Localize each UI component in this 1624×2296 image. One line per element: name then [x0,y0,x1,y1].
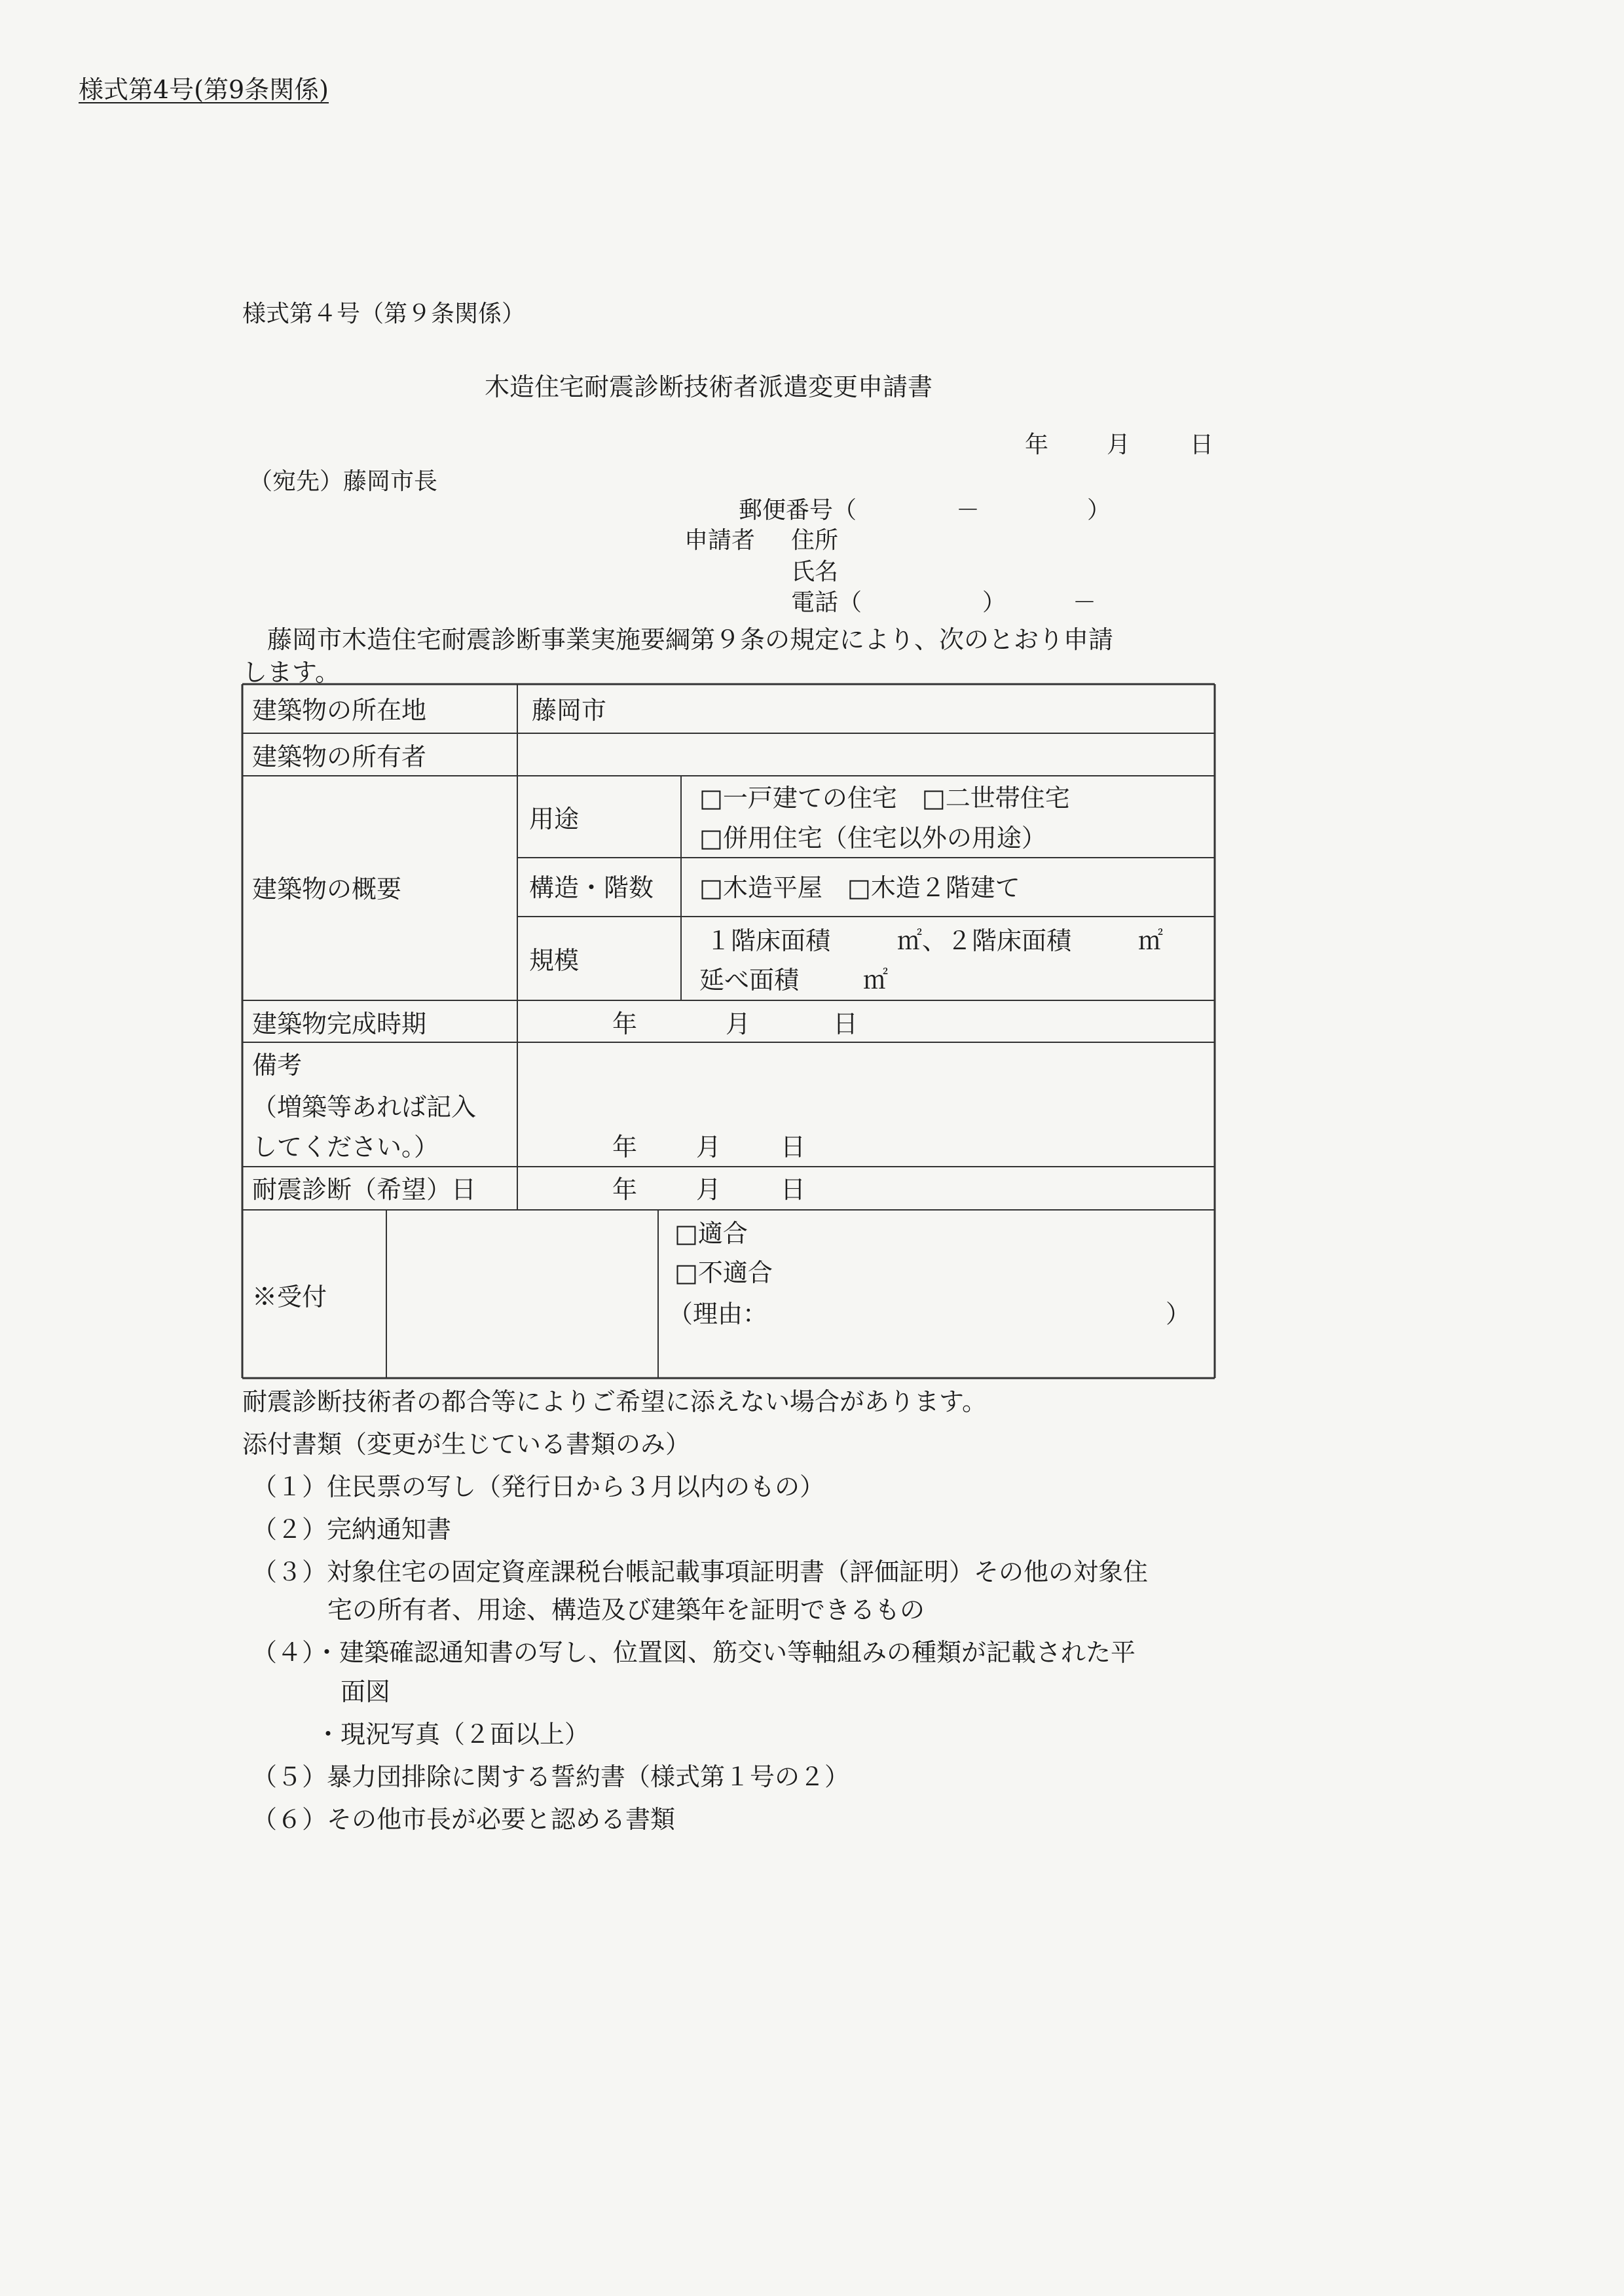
header-form-number: 様式第4号(第9条関係) [79,75,329,104]
use-options-line-2[interactable]: □併用住宅（住宅以外の用途） [699,824,1046,852]
notice: 耐震診断技術者の都合等によりご希望に添えない場合があります。 [242,1387,987,1416]
diagnosis-month: 月 [696,1175,722,1204]
postal-label: 郵便番号（ [739,497,857,524]
diagnosis-date-label: 耐震診断（希望）日 [252,1175,477,1204]
first-floor-area-label: １階床面積 [706,926,831,955]
use-options-line-1[interactable]: □一戸建ての住宅 □二世帯住宅 [699,784,1070,812]
location-value[interactable]: 藤岡市 [532,696,607,725]
reason-open: （理由： [668,1300,768,1328]
remarks-year: 年 [612,1133,638,1161]
date-month: 月 [1107,431,1131,458]
remarks-day: 日 [781,1133,806,1161]
document-title: 木造住宅耐震診断技術者派遣変更申請書 [485,373,933,401]
diagnosis-year: 年 [612,1175,638,1204]
scale-label: 規模 [529,946,580,975]
date-day: 日 [1190,431,1214,458]
attachment-item: （１）住民票の写し（発行日から３月以内のもの） [252,1472,825,1501]
postal-close: ） [1087,497,1111,524]
attachment-item: （２）完納通知書 [252,1515,452,1544]
applicant-label: 申請者 [684,527,756,554]
overview-label: 建築物の概要 [252,875,402,903]
intro-line-2: します。 [242,658,340,687]
second-floor-area-unit: ㎡ [1138,926,1164,955]
phone-dash: － [1073,589,1097,616]
use-label: 用途 [529,805,580,833]
phone-close: ） [982,589,1006,616]
reason-close: ） [1166,1300,1191,1328]
structure-options[interactable]: □木造平屋 □木造２階建て [699,873,1020,902]
intro-line-1: 藤岡市木造住宅耐震診断事業実施要綱第９条の規定により、次のとおり申請 [267,625,1114,654]
attachment-item-continued: 宅の所有者、用途、構造及び建築年を証明できるもの [327,1595,925,1624]
remarks-hint-line-2: してください。） [252,1133,439,1161]
attachment-item: （３）対象住宅の固定資産課税台帳記載事項証明書（評価証明）その他の対象住 [252,1558,1149,1586]
remarks-month: 月 [696,1133,722,1161]
attachment-item: （６）その他市長が必要と認める書類 [252,1805,676,1834]
remarks-label: 備考 [252,1051,303,1080]
attachment-item-continued: 面図 [341,1677,391,1706]
completion-label: 建築物完成時期 [252,1010,427,1038]
completion-month: 月 [726,1010,751,1038]
form-number: 様式第４号（第９条関係） [242,301,526,327]
owner-value-field[interactable] [524,738,1208,771]
address-label: 住所 [791,527,839,554]
remarks-hint-line-1: （増築等あれば記入 [252,1093,477,1121]
fit-checkbox[interactable]: □適合 [674,1219,748,1248]
postal-dash: － [956,497,980,524]
first-floor-area-unit: ㎡、２階床面積 [897,926,1072,955]
total-area-label: 延べ面積 [699,966,800,994]
owner-label: 建築物の所有者 [252,742,427,771]
unfit-checkbox[interactable]: □不適合 [674,1258,773,1287]
attachment-item: （５）暴力団排除に関する誓約書（様式第１号の２） [252,1762,850,1791]
attachment-item: （４）・建築確認通知書の写し、位置図、筋交い等軸組みの種類が記載された平 [252,1638,1136,1667]
addressee: （宛先）藤岡市長 [249,468,438,495]
phone-label: 電話（ [791,589,862,616]
location-label: 建築物の所在地 [252,696,427,725]
date-year: 年 [1025,431,1049,458]
total-area-unit: ㎡ [863,966,889,994]
attachments-title: 添付書類（変更が生じている書類のみ） [242,1430,691,1459]
completion-year: 年 [612,1010,638,1038]
attachment-item-sub: ・現況写真（２面以上） [316,1720,590,1749]
structure-label: 構造・階数 [529,873,654,902]
reception-label: ※受付 [252,1283,327,1311]
diagnosis-day: 日 [781,1175,806,1204]
completion-day: 日 [833,1010,858,1038]
name-label: 氏名 [791,558,839,585]
